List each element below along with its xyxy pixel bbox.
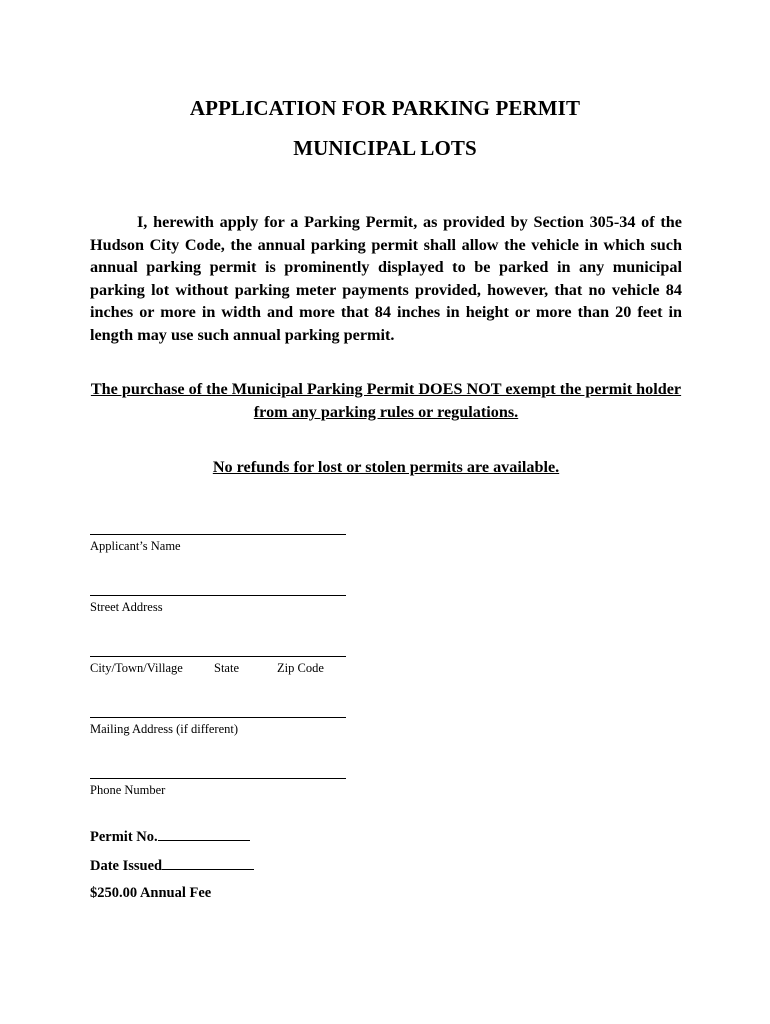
- document-title: APPLICATION FOR PARKING PERMIT: [189, 96, 581, 120]
- applicant-name-field[interactable]: [90, 534, 350, 554]
- applicant-name-line[interactable]: [90, 534, 346, 535]
- state-label: State: [214, 661, 239, 675]
- date-issued-blank[interactable]: [162, 855, 254, 870]
- document-subtitle: MUNICIPAL LOTS: [293, 136, 477, 160]
- date-issued-row: [90, 855, 254, 875]
- mailing-address-field[interactable]: [90, 717, 350, 737]
- exemption-notice: The purchase of the Municipal Parking Permit DOES NOT exempt the permit holder from any parking rules or regulations.: [90, 380, 682, 421]
- application-statement: I, herewith apply for a Parking Permit, as provided by Section 305-34 of the Hudson City Code, the annual parking permit shall allow the vehicle in which such annual parking permit is prominently displayed to be parked in any municipal parking lot without parking meter payments provided, however, that no vehicle 84 inches or more in width and more that 84 inches in height or more than 20 feet in length may use such annual parking permit.: [90, 213, 682, 344]
- phone-number-field[interactable]: [90, 778, 350, 798]
- city-label: City/Town/Village: [90, 661, 183, 675]
- mailing-address-line[interactable]: [90, 717, 346, 718]
- city-state-zip-line[interactable]: [90, 656, 346, 657]
- phone-number-label: Phone Number: [90, 783, 166, 797]
- street-address-field[interactable]: [90, 595, 350, 615]
- zip-label: Zip Code: [277, 661, 324, 675]
- date-issued-label: Date Issued: [90, 858, 163, 874]
- refund-notice: No refunds for lost or stolen permits are available.: [212, 458, 560, 476]
- phone-number-line[interactable]: [90, 778, 346, 779]
- permit-number-label: Permit No.: [90, 829, 158, 845]
- mailing-address-label: Mailing Address (if different): [90, 722, 238, 736]
- city-state-zip-field[interactable]: [90, 656, 350, 676]
- street-address-line[interactable]: [90, 595, 346, 596]
- permit-number-row: [90, 826, 250, 846]
- street-address-label: Street Address: [90, 600, 163, 614]
- permit-number-blank[interactable]: [158, 826, 250, 841]
- annual-fee: $250.00 Annual Fee: [90, 885, 212, 901]
- applicant-name-label: Applicant’s Name: [90, 539, 181, 553]
- city-state-zip-labels: [90, 661, 350, 676]
